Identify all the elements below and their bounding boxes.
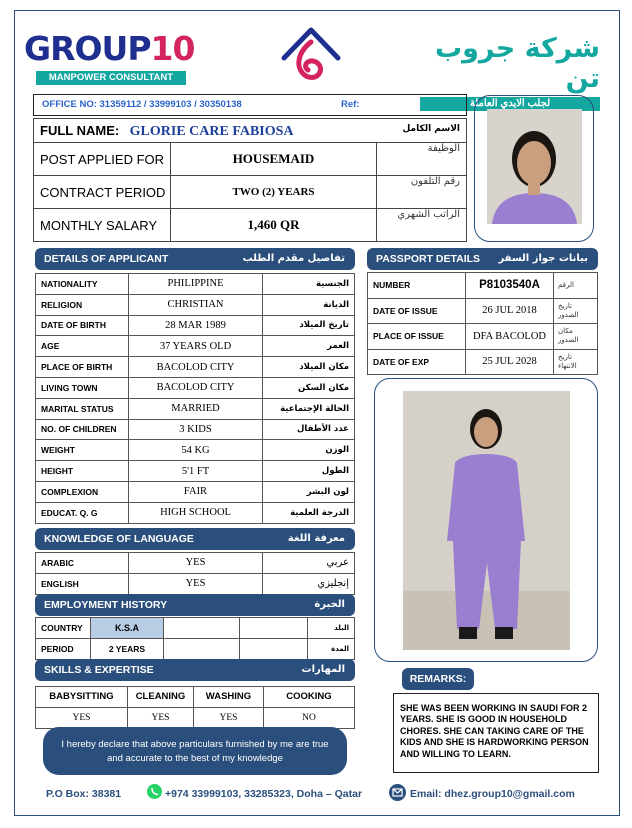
period-row	[36, 638, 355, 659]
period-value: 2 YEARS	[91, 638, 164, 659]
passport-key: PLACE OF ISSUE	[368, 324, 466, 350]
detail-value: BACOLOD CITY	[129, 377, 263, 398]
contract-row	[34, 176, 467, 209]
email-text: Email: dhez.group10@gmail.com	[410, 788, 575, 800]
salary-arabic: الراتب الشهري	[377, 209, 467, 242]
lang-arabic: عربي	[263, 553, 355, 574]
ref-label: Ref:	[341, 99, 360, 110]
detail-row	[36, 419, 355, 440]
whatsapp-icon	[147, 784, 162, 799]
detail-arabic: عدد الأطفال	[263, 419, 355, 440]
passport-row	[368, 324, 598, 350]
detail-arabic: الديانة	[263, 294, 355, 315]
detail-value: HIGH SCHOOL	[129, 502, 263, 523]
passport-value: 25 JUL 2028	[466, 349, 554, 375]
remarks-text: SHE WAS BEEN WORKING IN SAUDI FOR 2 YEARS. SHE IS GOOD IN HOUSEHOLD CHORES. SHE CAN TAKING CARE OF THE KIDS AND SHE IS HARDWORKING PERSON AND WILLING TO LEARN.	[400, 703, 589, 759]
detail-value: 37 YEARS OLD	[129, 336, 263, 357]
salary-row	[34, 209, 467, 242]
detail-arabic: العمر	[263, 336, 355, 357]
country-value: K.S.A	[91, 618, 164, 639]
skills-title-arabic: المهارات	[301, 664, 345, 675]
language-table	[35, 552, 355, 595]
detail-key: WEIGHT	[36, 440, 129, 461]
detail-row	[36, 294, 355, 315]
passport-key: DATE OF ISSUE	[368, 298, 466, 324]
detail-row	[36, 461, 355, 482]
detail-value: 3 KIDS	[129, 419, 263, 440]
detail-row	[36, 336, 355, 357]
skills-title: SKILLS & EXPERTISE	[44, 664, 154, 676]
full-body-frame	[374, 378, 598, 662]
skill-header: CLEANING	[128, 687, 194, 708]
detail-key: EDUCAT. Q. G	[36, 502, 129, 523]
country-row	[36, 618, 355, 639]
full-name-row	[34, 119, 467, 143]
detail-row	[36, 274, 355, 295]
detail-arabic: الجنسية	[263, 274, 355, 295]
contract-value: TWO (2) YEARS	[171, 176, 377, 209]
post-value: HOUSEMAID	[171, 143, 377, 176]
office-numbers	[33, 94, 467, 116]
detail-key: LIVING TOWN	[36, 377, 129, 398]
country-label: COUNTRY	[36, 618, 91, 639]
detail-row	[36, 357, 355, 378]
pobox-text: P.O Box: 38381	[46, 788, 122, 800]
detail-value: BACOLOD CITY	[129, 357, 263, 378]
email-icon	[389, 784, 406, 801]
skills-header-row	[36, 687, 355, 708]
detail-arabic: لون البشر	[263, 481, 355, 502]
language-title: KNOWLEDGE OF LANGUAGE	[44, 533, 194, 545]
detail-row	[36, 440, 355, 461]
full-name-label: FULL NAME:	[40, 122, 120, 138]
remarks-title: REMARKS:	[409, 673, 467, 685]
details-title: DETAILS OF APPLICANT	[44, 253, 169, 265]
passport-title: PASSPORT DETAILS	[376, 253, 481, 265]
detail-arabic: الدرجة العلمية	[263, 502, 355, 523]
passport-arabic: مكان الصدور	[554, 324, 598, 350]
detail-row	[36, 398, 355, 419]
phone-text: +974 33999103, 33285323, Doha – Qatar	[165, 788, 363, 800]
period-arabic: المدة	[308, 638, 355, 659]
lang-key: ENGLISH	[36, 573, 129, 594]
skills-value-row	[36, 707, 355, 728]
skill-header: BABYSITTING	[36, 687, 128, 708]
language-row	[36, 553, 355, 574]
house-emblem-icon	[276, 24, 346, 88]
details-table	[35, 273, 355, 524]
language-row	[36, 573, 355, 594]
full-body-photo	[403, 391, 570, 650]
passport-key: DATE OF EXP	[368, 349, 466, 375]
detail-row	[36, 502, 355, 523]
passport-table	[367, 272, 598, 375]
lang-value: YES	[129, 573, 263, 594]
remarks-header	[402, 668, 474, 690]
headshot-photo	[487, 109, 582, 224]
detail-value: MARRIED	[129, 398, 263, 419]
detail-arabic: الوزن	[263, 440, 355, 461]
language-header	[35, 528, 355, 550]
logo-tagline: MANPOWER CONSULTANT	[36, 71, 186, 85]
post-arabic: الوظيفة	[377, 143, 467, 176]
logo-arabic-name: شركة جروب تن	[435, 33, 600, 94]
passport-header	[367, 248, 598, 270]
salary-label: MONTHLY SALARY	[34, 209, 171, 242]
detail-row	[36, 481, 355, 502]
detail-key: RELIGION	[36, 294, 129, 315]
lang-value: YES	[129, 553, 263, 574]
passport-row	[368, 298, 598, 324]
employment-title-arabic: الخبرة	[314, 599, 345, 610]
main-info-table	[33, 118, 467, 242]
passport-key: NUMBER	[368, 273, 466, 299]
headshot-frame	[474, 95, 594, 242]
detail-value: 28 MAR 1989	[129, 315, 263, 336]
detail-arabic: مكان الميلاد	[263, 357, 355, 378]
skill-header: COOKING	[264, 687, 355, 708]
logo-arabic-tagline: لجلب الايدي العاملة	[420, 97, 600, 111]
detail-key: COMPLEXION	[36, 481, 129, 502]
details-title-arabic: تفاصيل مقدم الطلب	[242, 253, 345, 264]
detail-key: HEIGHT	[36, 461, 129, 482]
detail-arabic: الطول	[263, 461, 355, 482]
detail-key: NATIONALITY	[36, 274, 129, 295]
employment-title: EMPLOYMENT HISTORY	[44, 599, 168, 611]
detail-value: FAIR	[129, 481, 263, 502]
passport-value: DFA BACOLOD	[466, 324, 554, 350]
passport-value: 26 JUL 2018	[466, 298, 554, 324]
full-name-value: GLORIE CARE FABIOSA	[129, 123, 294, 139]
detail-key: AGE	[36, 336, 129, 357]
passport-arabic: الرقم	[554, 273, 598, 299]
passport-title-arabic: بيانات جواز السفر	[498, 253, 588, 264]
detail-key: PLACE OF BIRTH	[36, 357, 129, 378]
detail-arabic: الحالة الإجتماعية	[263, 398, 355, 419]
detail-arabic: مكان السكن	[263, 377, 355, 398]
skills-table	[35, 686, 355, 729]
declaration-text: I hereby declare that above particulars furnished by me are true and accurate to the best of my knowledge	[61, 739, 329, 764]
passport-row	[368, 273, 598, 299]
office-phone-text: OFFICE NO: 31359112 / 33999103 / 30350138	[42, 99, 242, 110]
passport-value: P8103540A	[466, 273, 554, 299]
employment-table	[35, 617, 355, 660]
detail-key: MARITAL STATUS	[36, 398, 129, 419]
post-row	[34, 143, 467, 176]
logo-number-text: 10	[150, 29, 195, 68]
full-name-arabic: الاسم الكامل	[402, 124, 460, 134]
contract-arabic: رقم التلفون	[377, 176, 467, 209]
detail-key: NO. OF CHILDREN	[36, 419, 129, 440]
detail-value: 54 KG	[129, 440, 263, 461]
employment-header	[35, 594, 355, 616]
detail-arabic: تاريخ الميلاد	[263, 315, 355, 336]
passport-arabic: تاريخ الانتهاء	[554, 349, 598, 375]
skill-header: WASHING	[194, 687, 264, 708]
group10-logo	[24, 30, 194, 85]
skill-value: NO	[264, 707, 355, 728]
detail-value: CHRISTIAN	[129, 294, 263, 315]
detail-value: PHILIPPINE	[129, 274, 263, 295]
post-label: POST APPLIED FOR	[34, 143, 171, 176]
passport-row	[368, 349, 598, 375]
lang-arabic: إنجليزي	[263, 573, 355, 594]
skill-value: YES	[194, 707, 264, 728]
declaration-box	[43, 727, 347, 775]
details-header	[35, 248, 355, 270]
detail-value: 5'1 FT	[129, 461, 263, 482]
detail-row	[36, 377, 355, 398]
language-title-arabic: معرفة اللغة	[287, 533, 345, 544]
lang-key: ARABIC	[36, 553, 129, 574]
country-arabic: البلد	[308, 618, 355, 639]
detail-key: DATE OF BIRTH	[36, 315, 129, 336]
salary-value: 1,460 QR	[171, 209, 377, 242]
skill-value: YES	[36, 707, 128, 728]
skills-header	[35, 659, 355, 681]
period-label: PERIOD	[36, 638, 91, 659]
skill-value: YES	[128, 707, 194, 728]
logo-group-text: GROUP	[24, 29, 151, 68]
remarks-box	[393, 693, 599, 773]
passport-arabic: تاريخ الصدور	[554, 298, 598, 324]
detail-row	[36, 315, 355, 336]
contract-label: CONTRACT PERIOD	[34, 176, 171, 209]
